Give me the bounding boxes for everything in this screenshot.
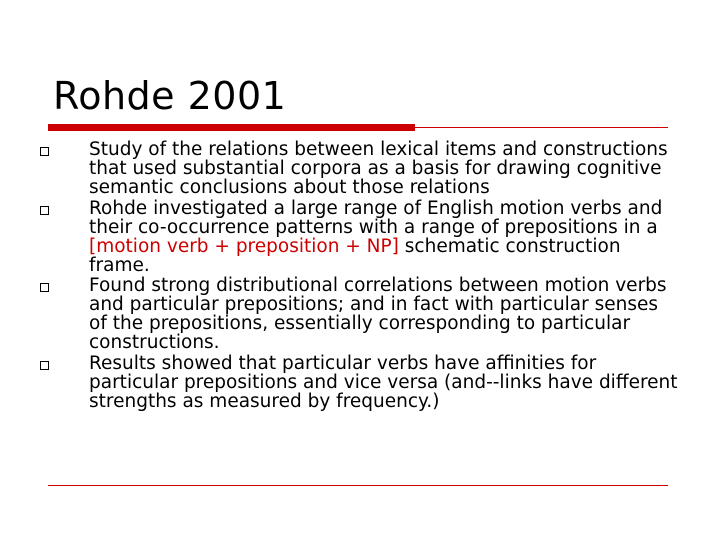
hollow-square-bullet-icon: [40, 147, 49, 156]
bullet-text: Study of the relations between lexical items and constructions that used substantial corpora as a basis for drawing cognitive semantic conclusions about those relations: [89, 139, 668, 198]
footer-rule: [48, 485, 668, 486]
bullet-item: [40, 140, 680, 197]
title-underline-thin: [415, 127, 668, 128]
bullet-list: [40, 140, 680, 412]
slide-title: Rohde 2001: [53, 74, 287, 118]
title-underline: [48, 124, 668, 131]
title-underline-thick: [48, 124, 415, 131]
bullet-item: [40, 354, 680, 411]
hollow-square-bullet-icon: [40, 283, 49, 292]
hollow-square-bullet-icon: [40, 361, 49, 370]
bullet-text: Results showed that particular verbs have affinities for particular prepositions and vice versa (and--links have different strengths as measured by frequency.): [89, 352, 678, 412]
hollow-square-bullet-icon: [40, 206, 49, 215]
bullet-text: schematic construction frame.: [89, 235, 621, 276]
bullet-highlight-text: [motion verb + preposition + NP]: [89, 235, 399, 257]
bullet-item: [40, 199, 680, 275]
bullet-text: Found strong distributional correlations between motion verbs and particular prepositions; and in fact with particular senses of the prepositions, essentially corresponding to particular constructions.: [89, 275, 667, 353]
bullet-text: Rohde investigated a large range of English motion verbs and their co-occurrence patterns with a range of prepositions in a: [89, 197, 663, 238]
bullet-item: [40, 276, 680, 352]
